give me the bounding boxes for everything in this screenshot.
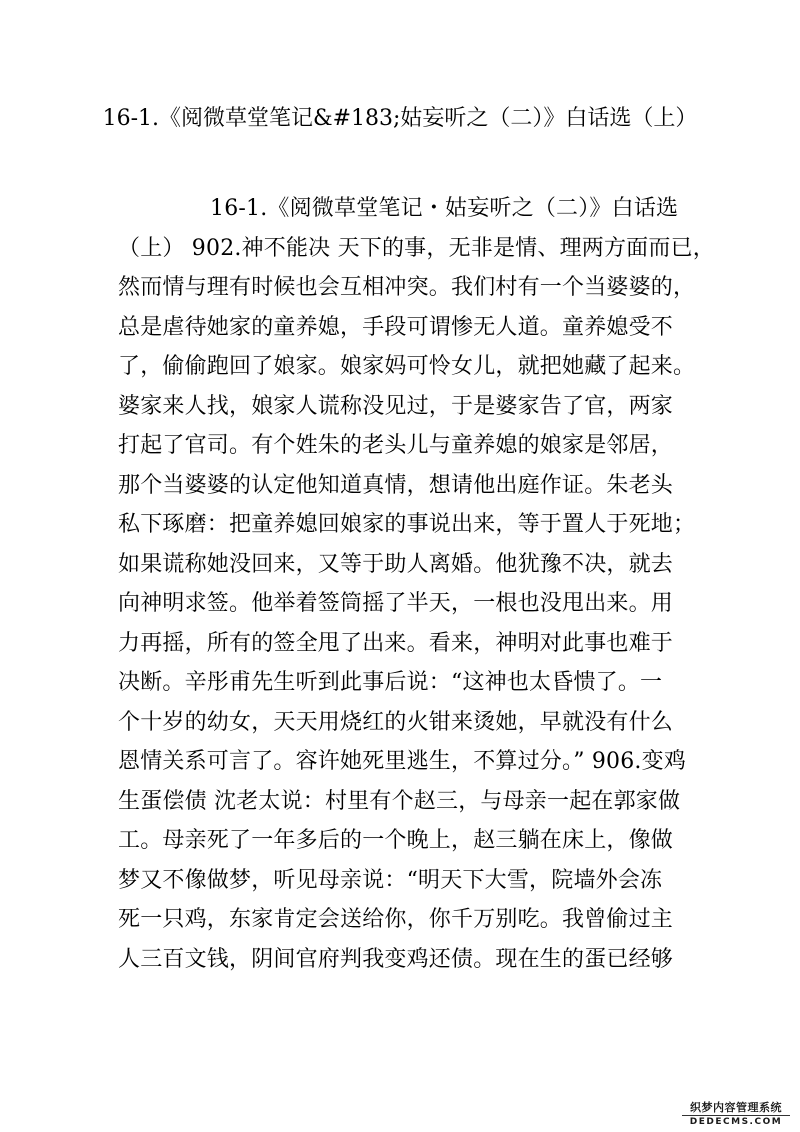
document-body <box>118 189 718 979</box>
body-line: 力再摇，所有的签全甩了出来。看来，神明对此事也难于 <box>118 630 674 656</box>
body-line: 婆家来人找，娘家人谎称没见过，于是婆家告了官，两家 <box>118 393 674 419</box>
body-line: 决断。辛彤甫先生听到此事后说：“这神也太昏愦了。一 <box>118 670 663 695</box>
body-line: 死一只鸡，东家肯定会送给你，你千万别吃。我曾偷过主 <box>118 907 674 932</box>
watermark-logo <box>682 1101 790 1128</box>
body-line: 那个当婆婆的认定他知道真情，想请他出庭作证。朱老头 <box>118 472 674 498</box>
document-title: 16-1.《阅微草堂笔记&#183;姑妄听之（二）》白话选（上） <box>102 106 698 131</box>
body-line: 人三百文钱，阴间官府判我变鸡还债。现在生的蛋已经够 <box>118 946 674 972</box>
body-line: 生蛋偿债 沈老太说：村里有个赵三，与母亲一起在郭家做 <box>118 788 681 814</box>
body-line: 了，偷偷跑回了娘家。娘家妈可怜女儿，就把她藏了起来。 <box>118 354 696 379</box>
watermark-top-text: 织梦内容管理系统 <box>682 1101 790 1116</box>
body-line: 个十岁的幼女，天天用烧红的火钳来烫她，早就没有什么 <box>118 709 674 735</box>
body-line: 总是虐待她家的童养媳，手段可谓惨无人道。童养媳受不 <box>118 314 674 340</box>
body-line: 工。母亲死了一年多后的一个晚上，赵三躺在床上，像做 <box>118 828 674 853</box>
body-line: 梦又不像做梦，听见母亲说：“明天下大雪，院墙外会冻 <box>118 867 663 893</box>
body-line: 私下琢磨：把童养媳回娘家的事说出来，等于置人于死地； <box>118 512 696 537</box>
body-line: （上） 902.神不能决 天下的事，无非是情、理两方面而已， <box>118 235 715 261</box>
body-line: 然而情与理有时候也会互相冲突。我们村有一个当婆婆的， <box>118 275 696 300</box>
body-line: 16-1.《阅微草堂笔记・姑妄听之（二）》白话选 <box>210 196 679 221</box>
body-line: 恩情关系可言了。容许她死里逃生，不算过分。” 906.变鸡 <box>118 749 687 774</box>
body-line: 打起了官司。有个姓朱的老头儿与童养媳的娘家是邻居， <box>118 433 674 458</box>
body-line: 向神明求签。他举着签筒摇了半天，一根也没甩出来。用 <box>118 591 674 616</box>
body-line: 如果谎称她没回来，又等于助人离婚。他犹豫不决，就去 <box>118 551 674 577</box>
watermark-bottom-text: DEDECMS.COM <box>689 1117 783 1127</box>
